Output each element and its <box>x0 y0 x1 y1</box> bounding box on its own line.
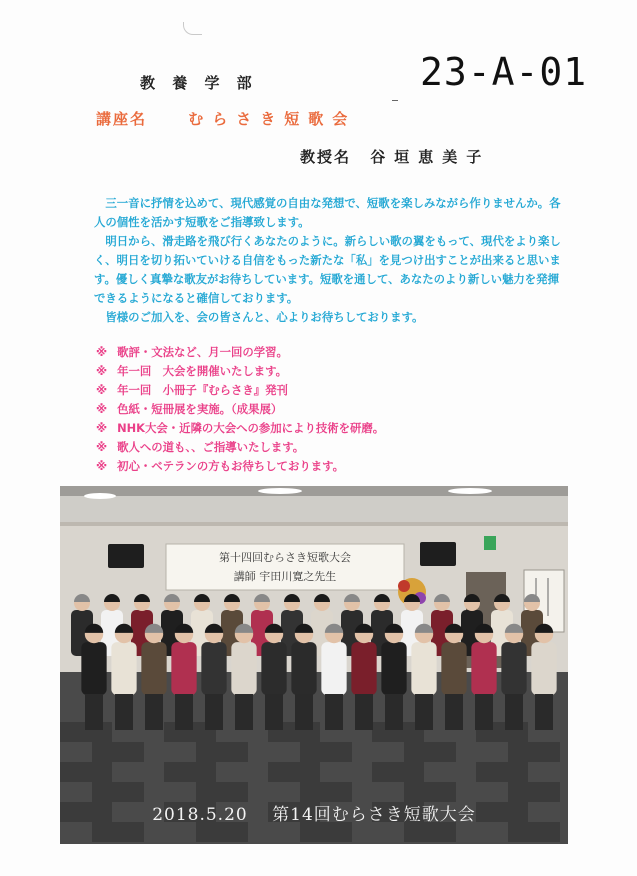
reference-mark-icon: ※ <box>96 440 108 454</box>
professor-label: 教授名 <box>300 148 352 166</box>
scan-artifact <box>183 22 202 35</box>
activity-list <box>96 343 384 476</box>
activity-item: ※ NHK大会・近隣の大会への参加により技術を研磨。 <box>96 421 385 435</box>
person-legs <box>505 694 523 730</box>
banner-line-1: 第十四回むらさき短歌大会 <box>219 551 351 564</box>
person-figure <box>291 624 316 695</box>
person-legs <box>295 694 313 730</box>
reference-mark-icon: ※ <box>96 364 108 378</box>
person-figure <box>471 624 496 695</box>
person-figure <box>531 624 556 695</box>
caption-title: 第14回むらさき短歌大会 <box>272 805 476 825</box>
course-label: 講座名 <box>96 110 148 128</box>
faculty-name: 教 養 学 部 <box>140 74 258 92</box>
reference-mark-icon: ※ <box>96 402 108 416</box>
photo-caption <box>60 800 568 825</box>
group-photo <box>60 486 568 844</box>
person-legs <box>145 694 163 730</box>
person-figure <box>501 624 526 695</box>
professor-name: 谷垣恵美子 <box>370 148 491 166</box>
person-legs <box>445 694 463 730</box>
person-figure <box>171 624 196 695</box>
person-legs <box>235 694 253 730</box>
person-figure <box>381 624 406 695</box>
intro-paragraph: 皆様のご加入を、会の皆さんと、心よりお待ちしております。 <box>94 310 424 324</box>
activity-item: ※ 初心・ベテランの方もお待ちしております。 <box>96 459 344 473</box>
person-legs <box>325 694 343 730</box>
person-figure <box>141 624 166 695</box>
intro-text <box>94 194 564 327</box>
dash-mark <box>392 100 398 101</box>
caption-date: 2018.5.20 <box>152 805 248 825</box>
activity-item: ※ 年一回 大会を開催いたします。 <box>96 364 288 378</box>
person-legs <box>175 694 193 730</box>
person-legs <box>385 694 403 730</box>
person-figure <box>111 624 136 695</box>
professor-row <box>300 146 490 167</box>
person-legs <box>115 694 133 730</box>
activity-item: ※ 色紙・短冊展を実施。（成果展） <box>96 402 283 416</box>
reference-mark-icon: ※ <box>96 459 108 473</box>
activity-item: ※ 年一回 小冊子『むらさき』発刊 <box>96 383 288 397</box>
reference-mark-icon: ※ <box>96 383 108 397</box>
person-figure <box>231 624 256 695</box>
activity-item: ※ 歌人への道も、、ご指導いたします。 <box>96 440 305 454</box>
person-figure <box>351 624 376 695</box>
person-legs <box>265 694 283 730</box>
person-figure <box>411 624 436 695</box>
course-row <box>96 108 356 129</box>
person-legs <box>355 694 373 730</box>
intro-paragraph: 明日から、滑走路を飛び行くあなたのように。新らしい歌の翼をもって、現代をより楽しく、明日を切り拓いていける自信をもった新たな「私」を見つけ出すことが出来ると思います。優しく真摯な歌友がお待ちしています。短歌を通して、あなたのより新しい魅力を発揮できるようになると確信しております。 <box>94 234 561 305</box>
reference-mark-icon: ※ <box>96 421 108 435</box>
person-legs <box>205 694 223 730</box>
course-name: むらさき短歌会 <box>188 110 357 128</box>
person-figure <box>441 624 466 695</box>
document-id: 23-A-01 <box>420 50 588 94</box>
person-figure <box>201 624 226 695</box>
person-legs <box>535 694 553 730</box>
group-photo-illustration <box>60 486 568 844</box>
activity-item: ※ 歌評・文法など、月一回の学習。 <box>96 345 288 359</box>
person-figure <box>321 624 346 695</box>
person-legs <box>85 694 103 730</box>
person-legs <box>475 694 493 730</box>
person-figure <box>81 624 106 695</box>
person-figure <box>261 624 286 695</box>
intro-paragraph: 三一音に抒情を込めて、現代感覚の自由な発想で、短歌を楽しみながら作りませんか。各人の個性を活かす短歌をご指導致します。 <box>94 196 561 229</box>
reference-mark-icon: ※ <box>96 345 108 359</box>
banner-line-2: 講師 宇田川寛之先生 <box>233 570 337 583</box>
person-legs <box>415 694 433 730</box>
